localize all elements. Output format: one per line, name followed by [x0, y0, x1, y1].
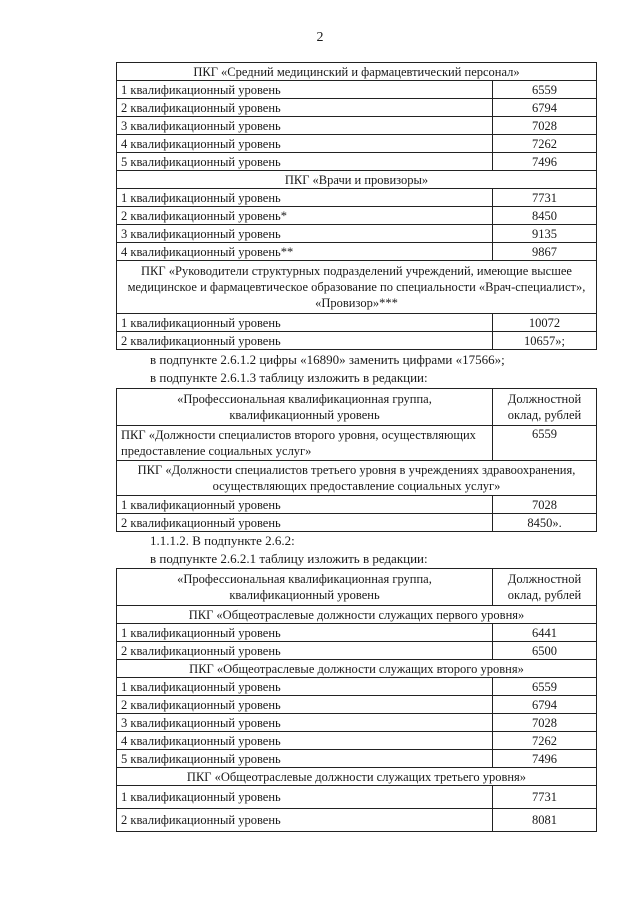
level-cell: 2 квалификационный уровень [117, 696, 493, 714]
salary-cell: 6794 [493, 99, 597, 117]
level-cell: 1 квалификационный уровень [117, 496, 493, 514]
level-cell: 1 квалификационный уровень [117, 314, 493, 332]
level-cell: 4 квалификационный уровень** [117, 243, 493, 261]
table-row [117, 426, 597, 461]
table-row [117, 514, 597, 532]
table-group-row [117, 261, 597, 314]
table-row [117, 189, 597, 207]
table-row [117, 496, 597, 514]
header-group-level: «Профессиональная квалификационная группа, квалификационный уровень [117, 389, 493, 426]
salary-cell: 8081 [493, 809, 597, 832]
group-title: ПКГ «Должности специалистов третьего уровня в учреждениях здравоохранения, осуществляющих предоставление социальных услуг» [117, 461, 597, 496]
table-header-row [117, 569, 597, 606]
table-row [117, 135, 597, 153]
table-row [117, 714, 597, 732]
level-cell: 3 квалификационный уровень [117, 117, 493, 135]
group-title: ПКГ «Общеотраслевые должности служащих третьего уровня» [117, 768, 597, 786]
level-cell: 2 квалификационный уровень* [117, 207, 493, 225]
table-row [117, 732, 597, 750]
group-title: ПКГ «Общеотраслевые должности служащих первого уровня» [117, 606, 597, 624]
table-row [117, 696, 597, 714]
table-row [117, 207, 597, 225]
table-row [117, 81, 597, 99]
group-title: ПКГ «Врачи и провизоры» [117, 171, 597, 189]
header-salary: Должностной оклад, рублей [493, 569, 597, 606]
table-row [117, 314, 597, 332]
salary-table-general-employees [116, 568, 597, 832]
level-cell: 5 квалификационный уровень [117, 153, 493, 171]
level-cell: 1 квалификационный уровень [117, 678, 493, 696]
table-group-row [117, 768, 597, 786]
level-cell: 2 квалификационный уровень [117, 99, 493, 117]
level-cell: 2 квалификационный уровень [117, 809, 493, 832]
table-header-row [117, 389, 597, 426]
level-cell: 3 квалификационный уровень [117, 225, 493, 243]
level-cell: 5 квалификационный уровень [117, 750, 493, 768]
paragraph-subsection-1112: 1.1.1.2. В подпункте 2.6.2: [150, 533, 295, 548]
salary-cell: 7496 [493, 153, 597, 171]
salary-cell: 7028 [493, 496, 597, 514]
salary-cell: 7731 [493, 189, 597, 207]
table-row [117, 332, 597, 350]
table-row [117, 678, 597, 696]
level-cell: 1 квалификационный уровень [117, 786, 493, 809]
salary-cell: 6559 [493, 426, 597, 461]
table-row [117, 117, 597, 135]
page-number: 2 [316, 30, 324, 45]
table-row [117, 750, 597, 768]
table-row [117, 243, 597, 261]
table-row [117, 642, 597, 660]
table-row [117, 786, 597, 809]
header-group-level: «Профессиональная квалификационная группа, квалификационный уровень [117, 569, 493, 606]
salary-cell: 6794 [493, 696, 597, 714]
salary-table-social-specialists [116, 388, 597, 532]
salary-cell: 6559 [493, 81, 597, 99]
table-group-row [117, 606, 597, 624]
table-group-row [117, 461, 597, 496]
salary-cell: 6559 [493, 678, 597, 696]
table-group-row [117, 63, 597, 81]
table-row [117, 99, 597, 117]
level-cell: 2 квалификационный уровень [117, 514, 493, 532]
salary-cell: 7028 [493, 117, 597, 135]
salary-cell: 7262 [493, 732, 597, 750]
table-row [117, 624, 597, 642]
table-group-row [117, 660, 597, 678]
salary-cell: 7028 [493, 714, 597, 732]
salary-cell: 7262 [493, 135, 597, 153]
level-cell: ПКГ «Должности специалистов второго уровня, осуществляющих предоставление социальных услуг» [117, 426, 493, 461]
salary-cell: 10072 [493, 314, 597, 332]
table-row [117, 225, 597, 243]
group-title: ПКГ «Средний медицинский и фармацевтический персонал» [117, 63, 597, 81]
paragraph-amend-2612: в подпункте 2.6.1.2 цифры «16890» заменить цифрами «17566»; [150, 352, 505, 367]
level-cell: 2 квалификационный уровень [117, 332, 493, 350]
salary-cell: 7731 [493, 786, 597, 809]
group-title: ПКГ «Общеотраслевые должности служащих второго уровня» [117, 660, 597, 678]
group-title: ПКГ «Руководители структурных подразделений учреждений, имеющие высшее медицинское и фармацевтическое образование по специальности «Врач-специалист», «Провизор»*** [117, 261, 597, 314]
salary-cell: 6441 [493, 624, 597, 642]
table-group-row [117, 171, 597, 189]
salary-cell: 8450». [493, 514, 597, 532]
header-salary: Должностной оклад, рублей [493, 389, 597, 426]
paragraph-amend-2613: в подпункте 2.6.1.3 таблицу изложить в редакции: [150, 370, 428, 385]
level-cell: 2 квалификационный уровень [117, 642, 493, 660]
table-row [117, 153, 597, 171]
salary-cell: 9867 [493, 243, 597, 261]
level-cell: 1 квалификационный уровень [117, 624, 493, 642]
level-cell: 1 квалификационный уровень [117, 189, 493, 207]
salary-cell: 8450 [493, 207, 597, 225]
salary-cell: 6500 [493, 642, 597, 660]
level-cell: 4 квалификационный уровень [117, 135, 493, 153]
salary-table-medical [116, 62, 597, 350]
salary-cell: 9135 [493, 225, 597, 243]
salary-cell: 7496 [493, 750, 597, 768]
level-cell: 1 квалификационный уровень [117, 81, 493, 99]
level-cell: 3 квалификационный уровень [117, 714, 493, 732]
level-cell: 4 квалификационный уровень [117, 732, 493, 750]
salary-cell: 10657»; [493, 332, 597, 350]
paragraph-amend-2621: в подпункте 2.6.2.1 таблицу изложить в редакции: [150, 551, 428, 566]
table-row [117, 809, 597, 832]
